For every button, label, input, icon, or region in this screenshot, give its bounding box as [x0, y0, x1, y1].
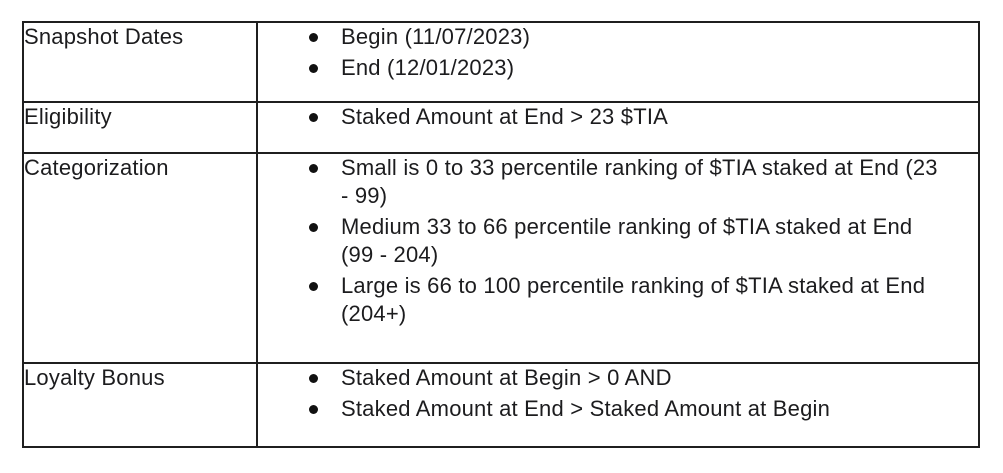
bullet-item: Begin (11/07/2023) [258, 23, 946, 51]
row-label-snapshot-dates: Snapshot Dates [23, 22, 257, 102]
row-value-snapshot-dates [257, 22, 979, 102]
row-value-loyalty-bonus [257, 363, 979, 447]
bullet-item: Staked Amount at Begin > 0 AND [258, 364, 946, 392]
bullet-item: Large is 66 to 100 percentile ranking of $TIA staked at End (204+) [258, 272, 946, 328]
bullet-item: Staked Amount at End > 23 $TIA [258, 103, 946, 131]
bullet-item: Medium 33 to 66 percentile ranking of $TIA staked at End (99 - 204) [258, 213, 946, 269]
bullet-list [258, 154, 946, 328]
bullet-list [258, 364, 946, 423]
row-value-categorization [257, 153, 979, 363]
row-value-eligibility [257, 102, 979, 153]
table-row-eligibility [23, 102, 979, 153]
bullet-item: Small is 0 to 33 percentile ranking of $TIA staked at End (23 - 99) [258, 154, 946, 210]
bullet-item: End (12/01/2023) [258, 54, 946, 82]
row-label-loyalty-bonus: Loyalty Bonus [23, 363, 257, 447]
row-label-categorization: Categorization [23, 153, 257, 363]
row-label-eligibility: Eligibility [23, 102, 257, 153]
table-row-categorization [23, 153, 979, 363]
bullet-list [258, 23, 946, 82]
staking-criteria-table [22, 21, 980, 448]
bullet-list [258, 103, 946, 131]
table-row-snapshot-dates [23, 22, 979, 102]
table-row-loyalty-bonus [23, 363, 979, 447]
bullet-item: Staked Amount at End > Staked Amount at Begin [258, 395, 946, 423]
